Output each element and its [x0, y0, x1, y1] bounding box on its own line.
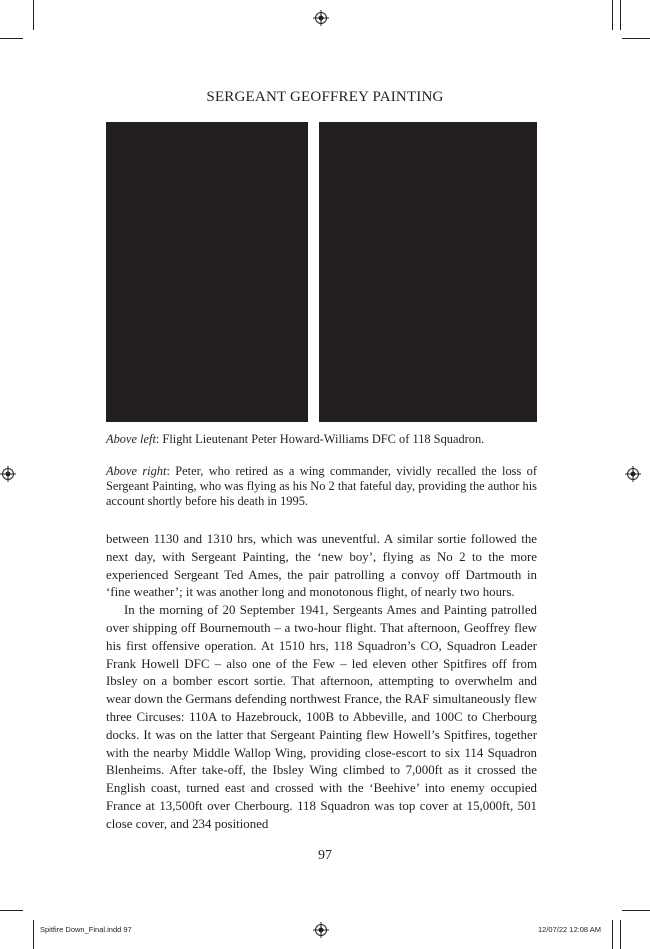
- caption-label: Above right: [106, 464, 167, 478]
- paragraph: In the morning of 20 September 1941, Sergeants Ames and Painting patrolled over shipping off Bournemouth – a two-hour flight. That afternoon, Geoffrey flew his first offensive operation. At 1510 hrs, 118 Squadron’s CO, Squadron Leader Frank Howell DFC – also one of the Few – led eleven other Spitfires off from Ibsley on a bomber escort sortie. That afternoon, attempting to overwhelm and wear down the Germans defending northwest France, the RAF simultaneously flew three Circuses: 110A to Hazebrouck, 100B to Abbeville, and 100C to Cherbourg docks. It was on the latter that Sergeant Painting flew Howell’s Spitfires, together with the nearby Middle Wallop Wing, providing close-escort to six 114 Squadron Blenheims. After take-off, the Ibsley Wing climbed to 7,000ft as it crossed the English coast, turned east and crossed with the ‘Beehive’ into enemy occupied France at 13,500ft over Cherbourg. 118 Squadron was top cover at 15,000ft, 501 close cover, and 234 positioned: [106, 603, 537, 831]
- registration-mark-icon: [625, 466, 641, 482]
- crop-mark: [612, 0, 613, 30]
- caption-label: Above left: [106, 432, 156, 446]
- crop-mark: [612, 920, 613, 949]
- slug-filename: Spitfire Down_Final.indd 97: [40, 925, 132, 934]
- crop-mark: [620, 0, 621, 30]
- crop-mark: [33, 920, 34, 949]
- crop-mark: [0, 910, 23, 911]
- caption-above-left: [106, 432, 537, 447]
- crop-mark: [0, 38, 23, 39]
- caption-above-right: [106, 464, 537, 509]
- photo-left: [106, 122, 308, 422]
- page-number: 97: [318, 848, 332, 863]
- registration-mark-icon: [313, 10, 329, 26]
- slug-date: 12/07/22 12:08 AM: [538, 925, 601, 934]
- paragraph: between 1130 and 1310 hrs, which was uneventful. A similar sortie followed the next day, with Sergeant Painting, the ‘new boy’, flying as No 2 to the more experienced Sergeant Ted Ames, the pair patrolling a convoy off Dartmouth in ‘fine weather’; it was another long and monotonous flight, of nearly two hours.: [106, 532, 537, 600]
- body-text: [106, 531, 537, 834]
- caption-text: : Flight Lieutenant Peter Howard-Williams DFC of 118 Squadron.: [155, 432, 485, 446]
- photo-right: [319, 122, 537, 422]
- registration-mark-icon: [313, 922, 329, 938]
- crop-mark: [33, 0, 34, 30]
- running-head: SERGEANT GEOFFREY PAINTING: [206, 89, 444, 105]
- crop-mark: [620, 920, 621, 949]
- registration-mark-icon: [0, 466, 16, 482]
- crop-mark: [622, 910, 650, 911]
- crop-mark: [622, 38, 650, 39]
- caption-text: : Peter, who retired as a wing commander, vividly recalled the loss of Sergeant Painting, who was flying as his No 2 that fateful day, providing the author his account shortly before his death in 1995.: [106, 464, 538, 508]
